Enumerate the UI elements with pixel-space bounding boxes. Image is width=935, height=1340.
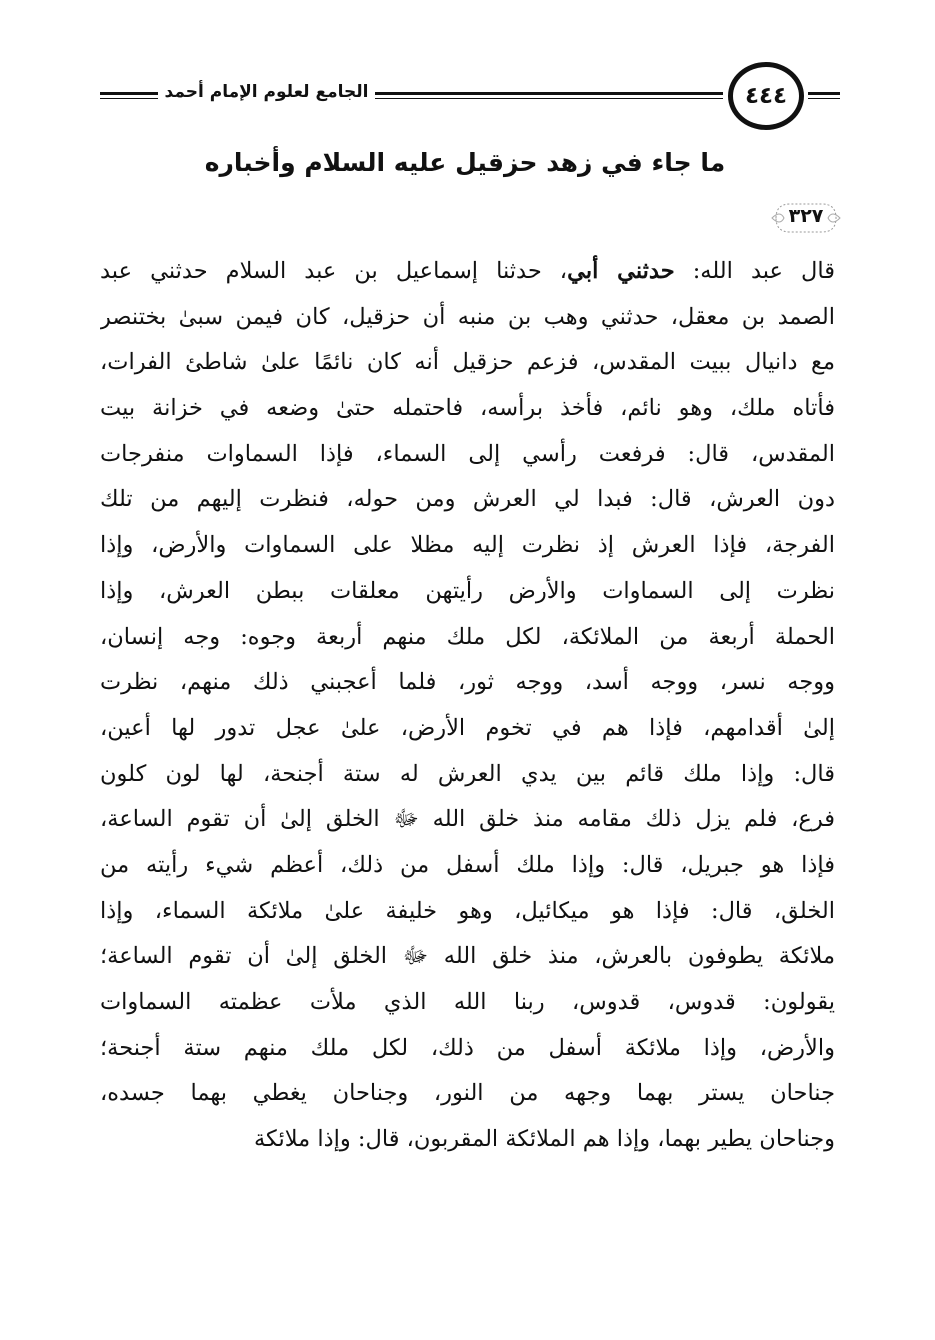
text-line: والأرض، وإذا ملائكة أسفل من ذلك، لكل ملك منهم ستة أجنحة؛ (100, 1034, 835, 1061)
text-line: المقدس، قال: فرفعت رأسي إلى السماء، فإذا السماوات منفرجات (100, 440, 835, 467)
text-line: دون العرش، قال: فبدا لي العرش ومن حوله، فنظرت إليهم من تلك (100, 486, 835, 513)
text-line: الفرجة، فإذا العرش إذ نظرت إليه مظلا على السماوات والأرض، وإذا (100, 532, 835, 559)
text-line: وجناحان يطير بهما، وإذا هم الملائكة المقربون، قال: وإذا ملائكة (253, 1126, 835, 1153)
chapter-title: ما جاء في زهد حزقيل عليه السلام وأخباره (204, 148, 726, 177)
text-intro-bold: حدثني أبي (567, 258, 675, 284)
page-number-badge (728, 62, 804, 130)
text-line: قال: وإذا ملك قائم بين يدي العرش له ستة أجنحة، لها لون كلون (100, 760, 835, 787)
text-line: مع دانيال ببيت المقدس، فزعم حزقيل أنه كان نائمًا علىٰ شاطئ الفرات، (100, 349, 835, 376)
text-line: الخلق، قال: فإذا هو ميكائيل، وهو خليفة علىٰ ملائكة السماء، وإذا (100, 897, 835, 924)
header-rule-left (100, 92, 158, 100)
text-line: الحملة أربعة من الملائكة، لكل ملك منهم أربعة وجوه: وجه إنسان، (100, 623, 835, 650)
text-line: فإذا هو جبريل، قال: وإذا ملك أسفل من ذلك، أعظم شيء رأيته من (100, 851, 835, 878)
header-rule-middle (375, 92, 723, 100)
hadith-number-badge (770, 200, 842, 236)
text-line: يقولون: قدوس، قدوس، ربنا الله الذي ملأت عظمته السماوات (100, 989, 835, 1015)
header-rule-right (808, 92, 840, 100)
text-line: ووجه نسر، ووجه أسد، ووجه ثور، فلما أعجبني ذلك منهم، نظرت (100, 669, 835, 696)
body-text (100, 249, 835, 1163)
text-line: ملائكة يطوفون بالعرش، منذ خلق الله ﷻ الخلق إلىٰ أن تقوم الساعة؛ (100, 943, 835, 970)
hadith-number: ٣٢٧ (788, 205, 824, 227)
running-title: الجامع لعلوم الإمام أحمد (164, 82, 369, 102)
text-intro: قال عبد الله: (674, 258, 835, 284)
text-line: إلىٰ أقدامهم، فإذا هم في تخوم الأرض، علىٰ عجل تدور لها أعين، (100, 714, 835, 741)
page-header (100, 62, 840, 132)
text-line (100, 249, 835, 295)
text-line: الصمد بن معقل، حدثني وهب بن منبه أن حزقيل، كان فيمن سبىٰ بختنصر (100, 303, 835, 330)
text-line: جناحان يستر بهما وجهه من النور، وجناحان يغطي بهما جسده، (100, 1080, 835, 1107)
text-line: فرع، فلم يزل ذلك مقامه منذ خلق الله ﷻ الخلق إلىٰ أن تقوم الساعة، (100, 806, 835, 833)
text-line: نظرت إلى السماوات والأرض رأيتهن معلقات ببطن العرش، وإذا (100, 577, 835, 604)
text-segment: ، حدثنا إسماعيل بن عبد السلام حدثني عبد (100, 258, 568, 284)
text-line: فأتاه ملك، وهو نائم، فأخذ برأسه، فاحتمله حتىٰ وضعه في خزانة بيت (100, 395, 835, 422)
page-number: ٤٤٤ (744, 83, 788, 109)
